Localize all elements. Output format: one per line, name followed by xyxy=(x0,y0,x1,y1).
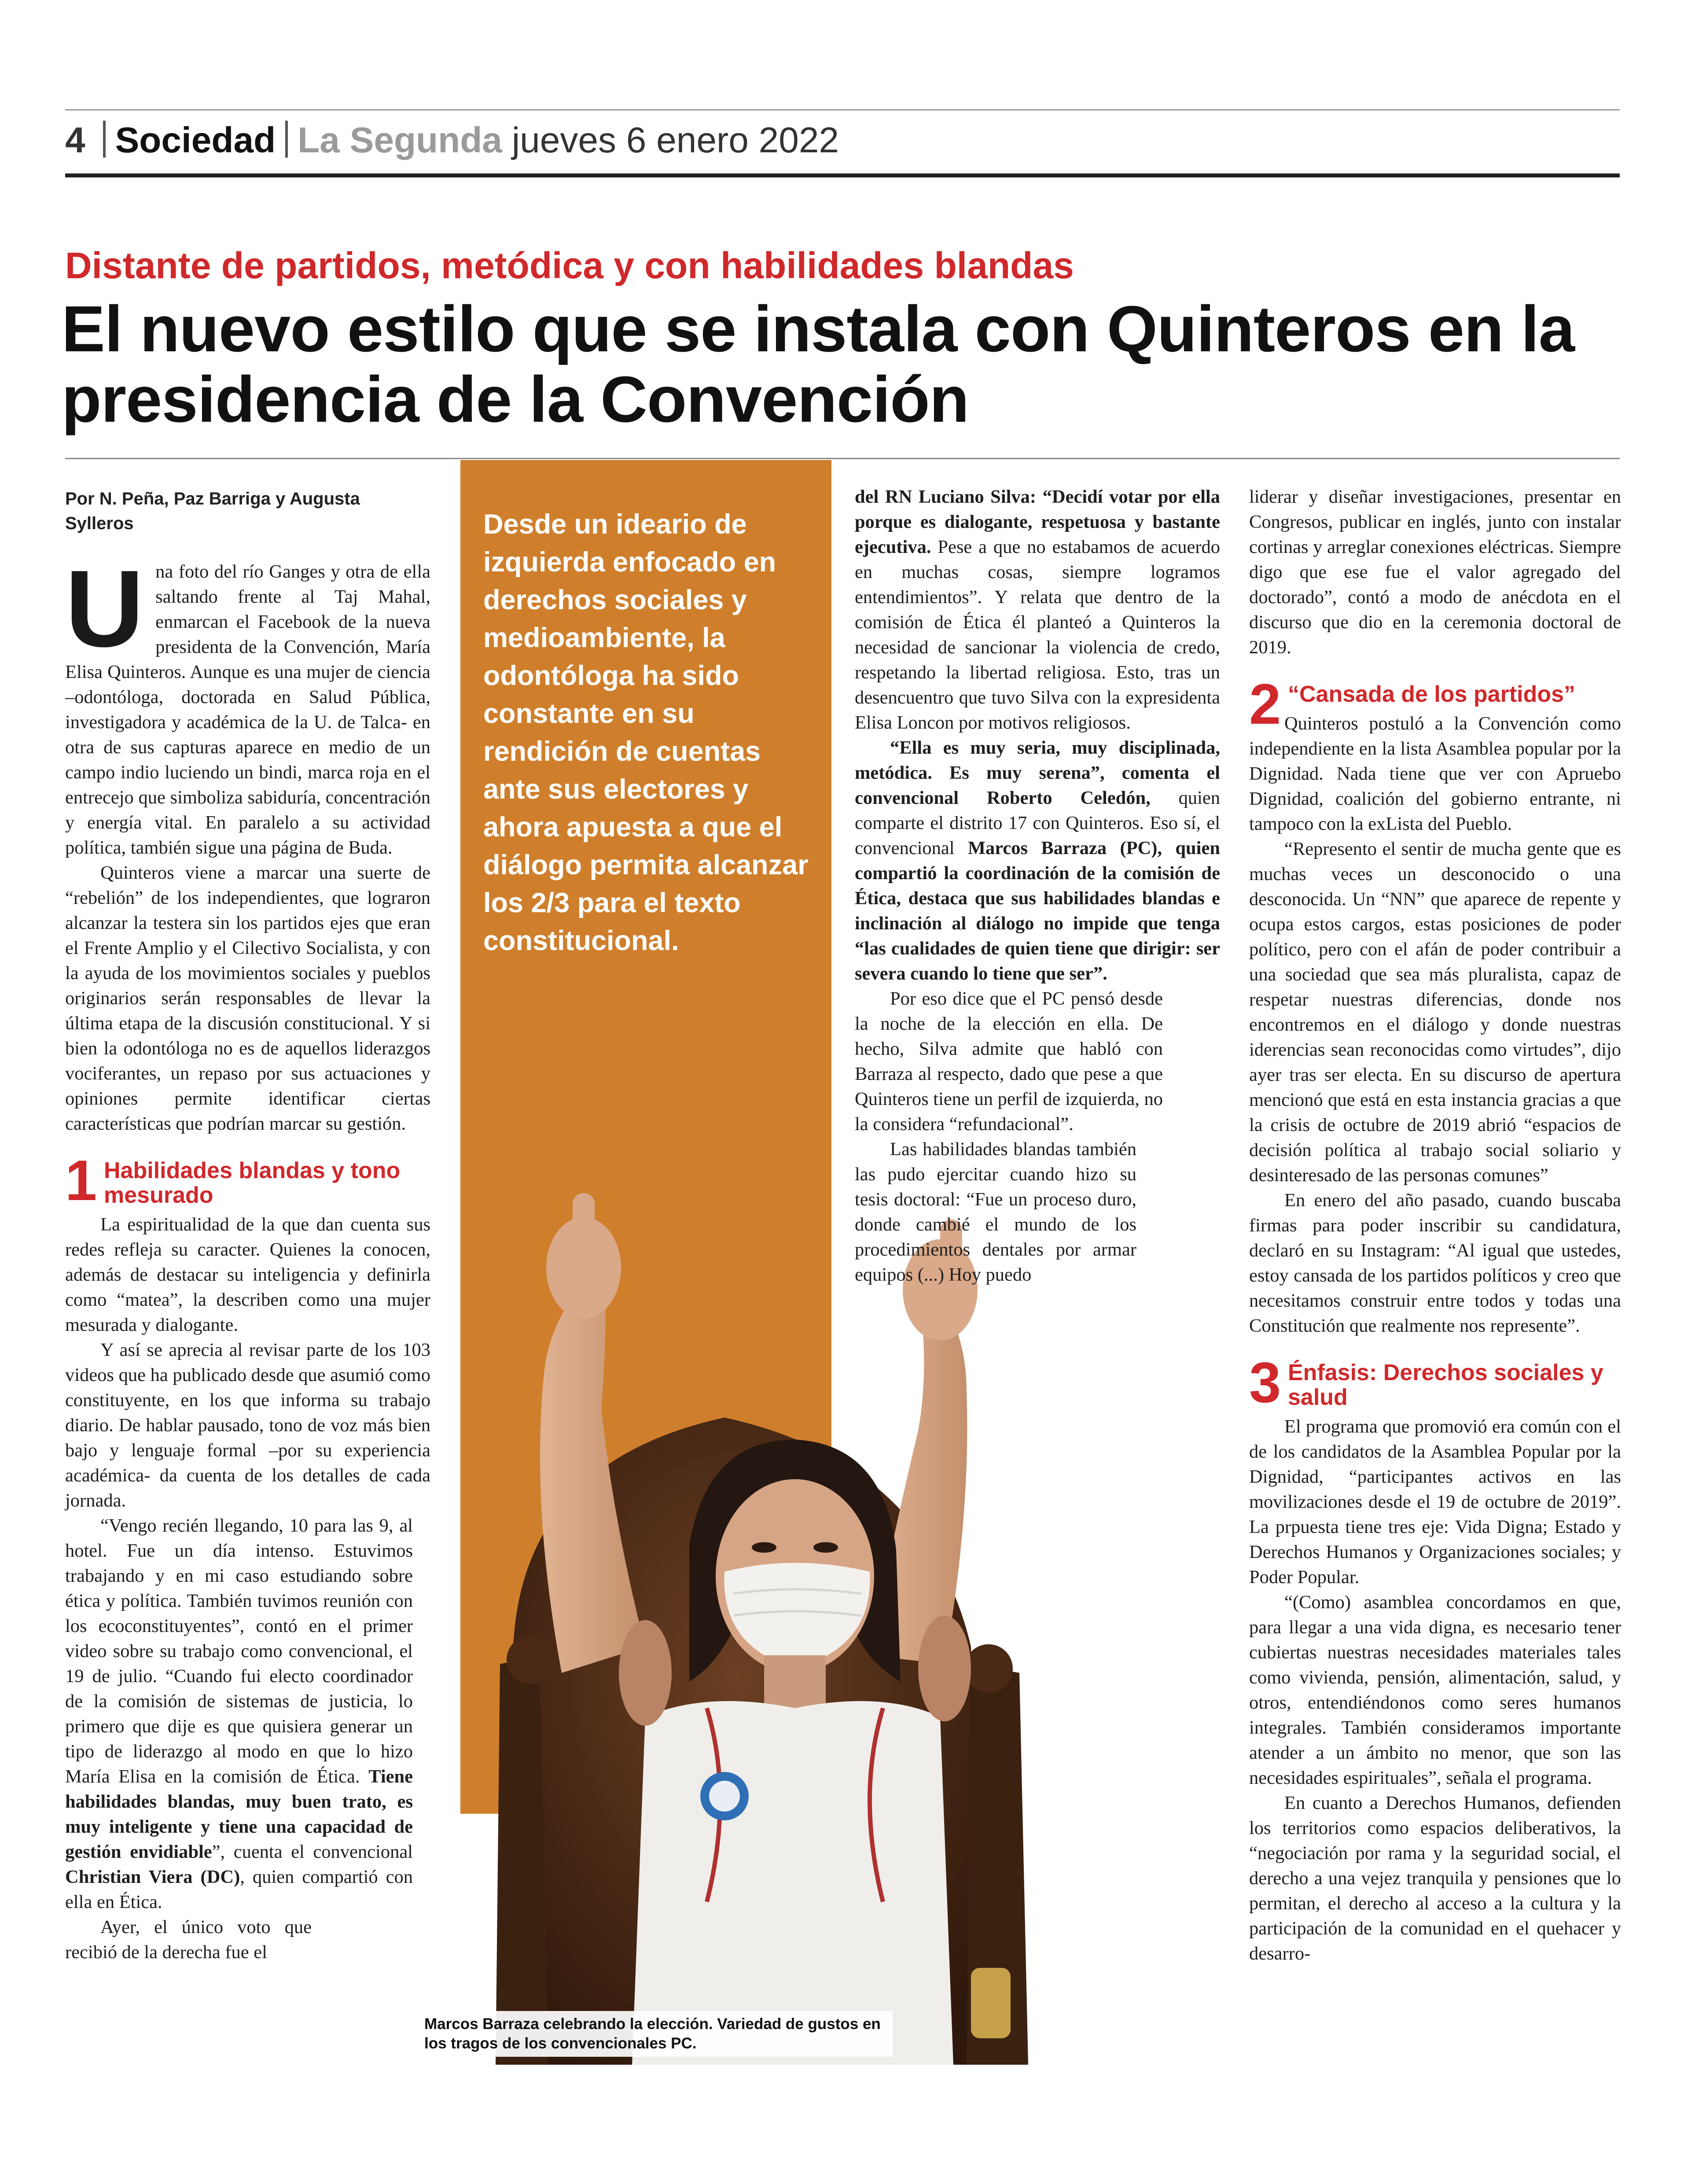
paragraph: Y así se aprecia al revisar parte de los 103 videos que ha publicado desde que asumió como constituyente, en los que informa su trabajo diario. De hablar pausado, tono de voz más bien bajo y lenguaje formal –por su experiencia académica- da cuenta de los detalles de cada jornada. xyxy=(65,1340,430,1511)
bold-quote: Tiene habilidades blandas, muy buen trato, es muy inteligente y tiene una capacidad de gestión envidiable xyxy=(65,1766,413,1862)
lead-paragraph xyxy=(65,547,430,860)
subhead-number: 2 xyxy=(1249,672,1281,736)
paragraph: En cuanto a Derechos Humanos, defienden los territorios como espacios deliberativos, la “negociación por rama y la seguridad social, el derecho a una vejez tranquila y pensiones que lo permitan, el derecho al acceso a la cultura y la participación de la comunidad en el quehacer y desarro- xyxy=(1249,1793,1621,1964)
pull-quote: Desde un ideario de izquierda enfocado en derechos sociales y medioambiente, la odontóloga ha sido constante en su rendición de cuentas ante sus electores y ahora apuesta a que el diálogo permita alcanzar los 2/3 para el texto constitucional. xyxy=(483,509,809,956)
paragraph: “(Como) asamblea concordamos en que, para llegar a una vida digna, es necesario tener cubiertas nuestras necesidades materiales tales como vivienda, pensión, alimentación, salud, y otros, entendiéndonos como seres humanos integrales. También consideramos importante atender a un ámbito no menor, que son las necesidades espirituales”, señala el programa. xyxy=(1249,1592,1621,1788)
header-divider xyxy=(103,121,106,158)
bold-name: Christian Viera (DC) xyxy=(65,1867,240,1887)
section-name: Sociedad xyxy=(115,120,276,160)
subhead-3 xyxy=(1249,1350,1621,1414)
subhead-number: 1 xyxy=(65,1148,97,1212)
article-column-3 xyxy=(1249,484,1621,1966)
subhead-text: “Cansada de los partidos” xyxy=(1288,681,1576,707)
paragraph: La espiritualidad de la que dan cuenta sus redes refleja su caracter. Quienes la conocen, además de destacar su inteligencia y definirla como “matea”, la describen como una mujer mesurada y dialogante. xyxy=(65,1214,430,1335)
paragraph: El programa que promovió era común con el de los candidatos de la Asamblea Popular por la Dignidad, “participantes activos en las movilizaciones desde el 19 de octubre de 2019”. La prpuesta tiene tres eje: Vida Digna; Estado y Derechos Humanos y Organizaciones sociales; y Poder Popular. xyxy=(1249,1416,1621,1587)
bold-quote: “Ella es muy seria, muy disciplinada, metódica. Es muy serena”, comenta el convencional Roberto Celedón, xyxy=(855,737,1220,808)
subhead-1 xyxy=(65,1148,430,1212)
paragraph-text: “Vengo recién llegando, 10 para las 9, al hotel. Fue un día intenso. Estuvimos trabajando y en mi caso estudiando sobre ética y política. También tuvimos reunión con los ecoconstituyentes”, contó en el primer video sobre su trabajo como convencional, el 19 de julio. “Cuando fui electo coordinador de la comisión de sistemas de justicia, lo primero que dije es que quisiera generar un tipo de liderazgo al modo en que lo hizo María Elisa en la comisión de Ética. xyxy=(65,1515,413,1787)
paragraph-text: na foto del río Ganges y otra de ella saltando frente al Taj Mahal, enmarcan el Facebook de la nueva presidenta de la Convención, María Elisa Quinteros. Aunque es una mujer de ciencia –odontóloga, doctorada en Salud Pública, investigadora y académica de la U. de Talca- en otra de sus capturas aparece en medio de un campo indio luciendo un bindi, marca roja en el entrecejo que simboliza sabiduría, concentración y energía vital. En paralelo a su actividad política, también sigue una página de Buda. xyxy=(65,561,430,858)
paragraph: liderar y diseñar investigaciones, presentar en Congresos, publicar en inglés, junto con instalar cortinas y arreglar conexiones eléctricas. Siempre digo que ese fue el valor agregado del doctorado”, contó a modo de anécdota en el discurso que dio en la ceremonia doctoral de 2019. xyxy=(1249,486,1621,658)
subhead-number: 3 xyxy=(1249,1350,1281,1414)
subhead-text: Énfasis: Derechos sociales y salud xyxy=(1288,1360,1603,1410)
paragraph: En enero del año pasado, cuando buscaba firmas para poder inscribir su candidatura, declaró en su Instagram: “Al igual que ustedes, estoy cansada de los partidos políticos y creo que necesitamos construir entre todos y todas una Constitución que realmente nos represente”. xyxy=(1249,1190,1621,1336)
article-column-2 xyxy=(855,484,1220,1287)
newspaper-brand: La Segunda xyxy=(298,120,502,160)
paragraph: Quinteros postuló a la Convención como independiente en la lista Asamblea popular por la Dignidad. Nada tiene que ver con Apruebo Dignidad, coalición del gobierno entrante, ni tampoco con la exLista del Pueblo. xyxy=(1249,713,1621,834)
top-rule xyxy=(65,109,1620,110)
paragraph-text: ”, cuenta el convencional xyxy=(212,1841,413,1862)
header-divider xyxy=(285,121,288,158)
paragraph: Ayer, el único voto que recibió de la derecha fue el xyxy=(65,1917,312,1963)
header-rule xyxy=(65,173,1620,177)
article-column-1 xyxy=(65,547,430,1965)
issue-date: jueves 6 enero 2022 xyxy=(511,120,839,160)
paragraph: “Represento el sentir de mucha gente que es muchas veces un desconocido o una desconocida. Un “NN” que aparece de repente y ocupa estos cargos, estas posiciones de poder político, pero con el afán de poder contribuir a una sociedad que sea más pluralista, capaz de respetar nuestras diferencias, donde nos encontremos en el diálogo y donde nuestras iderencias sean reconocidas como virtudes”, dijo ayer tras ser electa. En su discurso de apertura mencionó que está en esta instancia gracias a que la crisis de octubre de 2019 abrió “espacios de decisión política al trabajo social soliario y desinteresado de las personas comunes” xyxy=(1249,839,1621,1186)
paragraph-text: Pese a que no estabamos de acuerdo en muchas cosas, siempre logramos entendimientos”. Y relata que dentro de la comisión de Ética él planteó a Quinteros la necesidad de sancionar la violencia de credo, respetando la libertad religiosa. Esto, tras un desencuentro que tuvo Silva con la expresidenta Elisa Loncon por motivos religiosos. xyxy=(855,537,1220,733)
bold-quote: del RN Luciano Silva: “Decidí votar por ella porque es dialogante, respetuosa y bastante ejecutiva. xyxy=(855,486,1220,557)
page-number: 4 xyxy=(65,120,85,160)
paragraph-text: , quien compartió con ella en Ética. xyxy=(65,1867,413,1912)
photo-caption: Marcos Barraza celebrando la elección. Variedad de gustos en los tragos de los convencionales PC. xyxy=(418,2011,893,2057)
paragraph-text: quien comparte el distrito 17 con Quinteros. Eso sí, el convencional xyxy=(855,788,1221,858)
subhead-text: Habilidades blandas y tono mesurado xyxy=(104,1158,401,1208)
paragraph: Las habilidades blandas también las pudo ejercitar cuando hizo su tesis doctoral: “Fue un proceso duro, donde cambié el mundo de los procedimientos dentales por armar equipos (...) Hoy puedo xyxy=(855,1139,1136,1285)
paragraph xyxy=(855,484,1220,735)
headline-rule xyxy=(65,458,1620,459)
paragraph: Quinteros viene a marcar una suerte de “rebelión” de los independientes, que lograron alcanzar la testera sin los partidos ejes que eran el Frente Amplio y el Cilectivo Socialista, y con la ayuda de los movimientos sociales y pueblos originarios serán responsables de llevar la última etapa de la discusión constitucional. Y si bien la odontóloga no es de aquellos liderazgos vociferantes, un repaso por sus actuaciones y opiniones permite identificar ciertas características que podrían marcar su gestión. xyxy=(65,862,430,1134)
paragraph xyxy=(65,1513,413,1915)
article-kicker: Distante de partidos, metódica y con habilidades blandas xyxy=(65,245,1074,286)
paragraph: Por eso dice que el PC pensó desde la noche de la elección en ella. De hecho, Silva admite que habló con Barraza al respecto, dado que pese a que Quinteros tiene un perfil de izquierda, no la considera “refundacional”. xyxy=(855,988,1163,1134)
subhead-2 xyxy=(1249,672,1621,736)
drop-cap: U xyxy=(65,547,144,670)
bold-quote: Marcos Barraza (PC), quien compartió la coordinación de la comisión de Ética, destaca que sus habilidades blandas e inclinación al diálogo no impide que tenga “las cualidades de quien tiene que dirigir: ser severa cuando lo tiene que ser”. xyxy=(855,838,1220,984)
paragraph xyxy=(855,735,1220,986)
page-header xyxy=(65,115,839,161)
article-headline: El nuevo estilo que se instala con Quinteros en la presidencia de la Convención xyxy=(62,293,1575,436)
byline: Por N. Peña, Paz Barriga y Augusta Sylleros xyxy=(65,489,360,533)
